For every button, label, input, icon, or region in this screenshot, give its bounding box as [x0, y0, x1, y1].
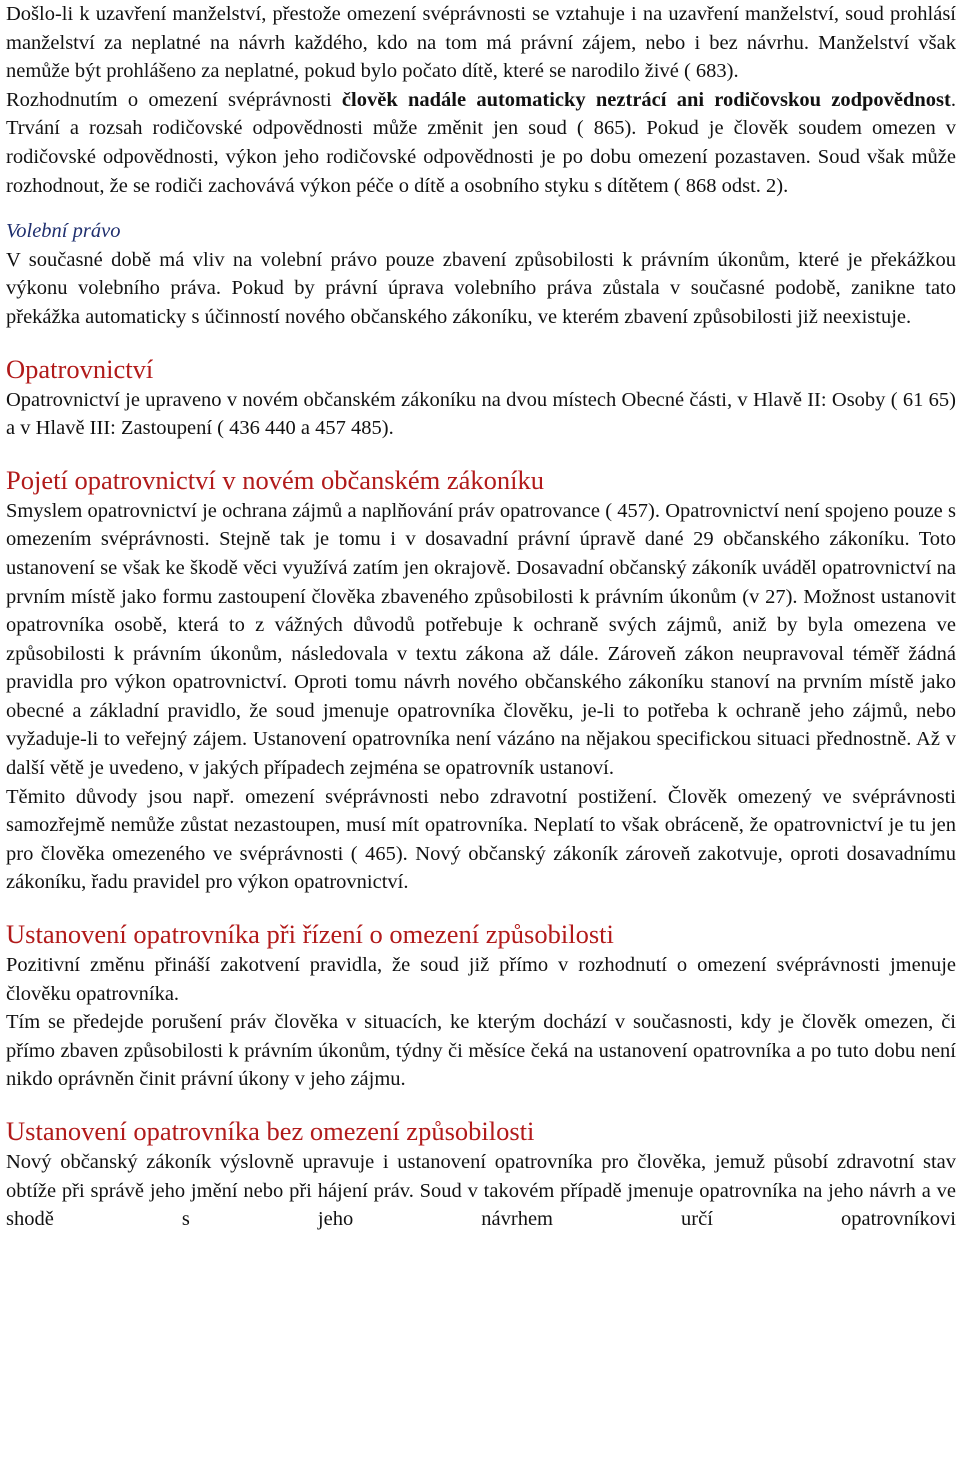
voting-paragraph: V současné době má vliv na volební právo pouze zbavení způsobilosti k právním úkonům, které je překážkou výkonu volebního práva. Pokud by právní úprava volebního práva zůstala v současné podobě, zanikne tato překážka automaticky s účinností nového občanského zákoníku, ve kterém zbavení způsobilosti již neexistuje.: [6, 248, 956, 328]
appointment-in-proceedings-heading: Ustanovení opatrovníka při řízení o omezení způsobilosti: [6, 919, 614, 950]
intro-paragraph-2-bold: člověk nadále automaticky neztrácí ani rodičovskou zodpovědnost: [341, 88, 951, 111]
guardianship-heading: Opatrovnictví: [6, 353, 154, 384]
guardianship-paragraph: Opatrovnictví je upraveno v novém občanském zákoníku na dvou místech Obecné části, v Hlavě II: Osoby ( 61 65) a v Hlavě III: Zastoupení ( 436 440 a 457 485).: [6, 388, 956, 440]
voting-subheading: Volební právo: [6, 220, 121, 243]
intro-paragraph-1: Došlo-li k uzavření manželství, přestože omezení svéprávnosti se vztahuje i na uzavření manželství, soud prohlásí manželství za neplatné na návrh každého, kdo na tom má právní zájem, nebo i bez návrhu. Manželství však nemůže být prohlášeno za neplatné, pokud bylo počato dítě, které se narodilo živé ( 683).: [6, 3, 956, 83]
appointment-in-proceedings-paragraph-2: Tím se předejde porušení práv člověka v situacích, ke kterým dochází v současnosti, kdy je člověk omezen, či přímo zbaven způsobilosti k právním úkonům, týdny či měsíce čeká na ustanovení opatrovníka a po tuto dobu není nikdo oprávněn činit právní úkony v jeho zájmu.: [6, 1011, 956, 1091]
concept-paragraph-2: Těmito důvody jsou např. omezení svéprávnosti nebo zdravotní postižení. Člověk omezený ve svéprávnosti samozřejmě nemůže zůstat nezastoupen, musí mít opatrovníka. Neplatí to však obráceně, že opatrovnictví je tu jen pro člověka omezeného ve svéprávnosti ( 465). Nový občanský zákoník zároveň zakotvuje, oproti dosavadnímu zákoníku, řadu pravidel pro výkon opatrovnictví.: [6, 785, 956, 894]
spacer: [6, 897, 956, 917]
concept-heading: Pojetí opatrovnictví v novém občanském zákoníku: [6, 464, 544, 495]
concept-paragraph-1: Smyslem opatrovnictví je ochrana zájmů a naplňování práv opatrovance ( 457). Opatrovnictví není spojeno pouze s omezením svéprávnosti. Stejně tak je tomu i v dosavadní právní úpravě dané 29 občanského zákoníku. Toto ustanovení se však ke škodě věci využívá zatím jen okrajově. Dosavadní občanský zákoník uváděl opatrovnictví na prvním místě jako formu zastoupení člověka zbaveného způsobilosti k právním úkonům (v 27). Možnost ustanovit opatrovníka osobě, která to z vážných důvodů potřebuje k ochraně svých zájmů, aniž by byla omezena ve způsobilosti k právním úkonům, následovala v textu zákona až dále. Zároveň zákon neupravoval téměř žádná pravidla pro výkon opatrovnictví. Oproti tomu návrh nového občanského zákoníku stanoví na prvním místě jako obecné a základní pravidlo, že soud jmenuje opatrovníka člověku, je-li to potřeba k ochraně jeho zájmů, nebo vyžaduje-li to veřejný zájem. Ustanovení opatrovníka není vázáno na nějakou specifickou situaci přednostně. Až v další větě je uvedeno, v jakých případech zejména se opatrovník ustanoví.: [6, 499, 956, 780]
intro-paragraph-2-start: Rozhodnutím o omezení svéprávnosti: [6, 88, 342, 111]
appointment-without-restriction-heading: Ustanovení opatrovníka bez omezení způsobilosti: [6, 1116, 535, 1146]
spacer: [6, 332, 956, 352]
spacer: [6, 443, 956, 463]
intro-paragraph-2-end: . Trvání a rozsah rodičovské odpovědnosti může změnit jen soud ( 865). Pokud je člověk soudem omezen v rodičovské odpovědnosti, výkon jeho rodičovské odpovědnosti je po dobu omezení pozastaven. Soud však může rozhodnout, že se rodiči zachovává výkon péče o dítě a osobního styku s dítětem ( 868 odst. 2).: [6, 88, 956, 197]
intro-paragraph-2: [6, 86, 956, 200]
appointment-in-proceedings-paragraph-1: Pozitivní změnu přináší zakotvení pravidla, že soud již přímo v rozhodnutí o omezení svéprávnosti jmenuje člověku opatrovníka.: [6, 954, 956, 1005]
spacer: [6, 1094, 956, 1114]
appointment-without-restriction-paragraph: Nový občanský zákoník výslovně upravuje i ustanovení opatrovníka pro člověka, jemuž působí zdravotní stav obtíže při správě jeho jmění nebo při hájení práv. Soud v takovém případě jmenuje opatrovníka na jeho návrh a ve shodě s jeho návrhem určí opatrovníkovi: [6, 1151, 956, 1231]
document-page: [6, 0, 956, 1234]
spacer: [6, 200, 956, 217]
